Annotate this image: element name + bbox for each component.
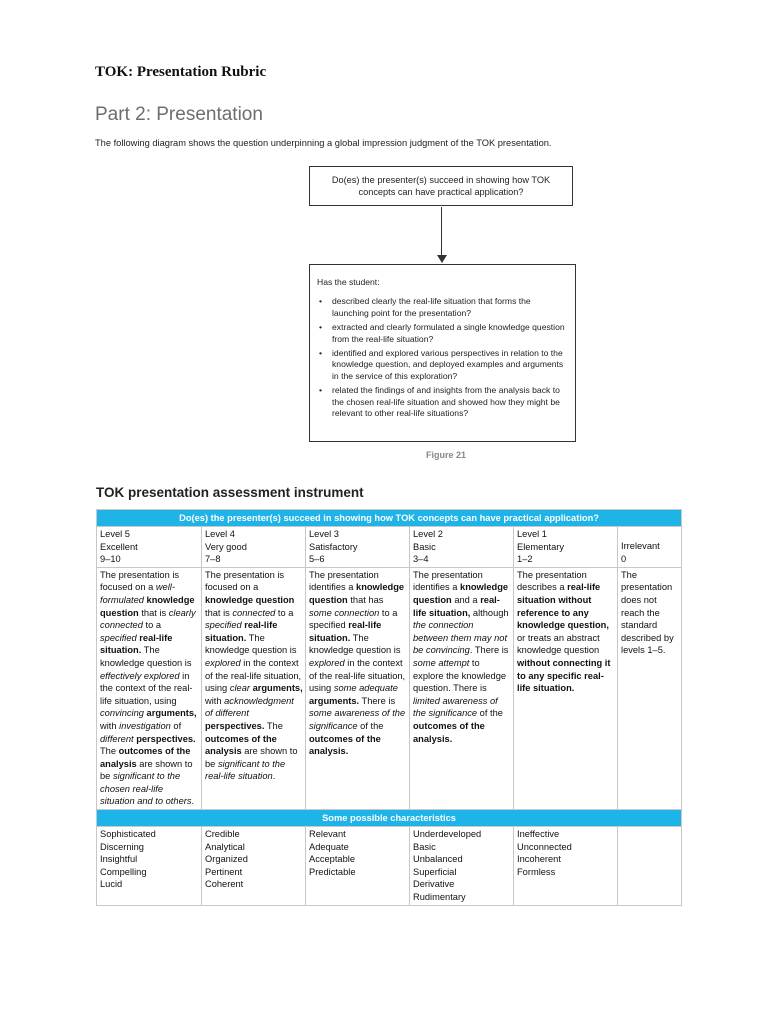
level-4-header: Level 4 Very good 7–8 bbox=[202, 527, 306, 568]
irrelevant-descriptor: The presentation does not reach the standard described by levels 1–5. bbox=[618, 567, 682, 809]
list-item-text: described clearly the real-life situation that forms the launching point for the presentation? bbox=[332, 296, 531, 318]
intro-text: The following diagram shows the question underpinning a global impression judgment of the TOK presentation. bbox=[95, 138, 552, 148]
instrument-title: TOK presentation assessment instrument bbox=[96, 485, 364, 500]
diagram-arrow-line bbox=[441, 207, 442, 257]
level-2-characteristics: Underdeveloped Basic Unbalanced Superficial Derivative Rudimentary bbox=[410, 827, 514, 906]
characteristics-band: Some possible characteristics bbox=[97, 810, 682, 827]
irrelevant-header: Irrelevant 0 bbox=[618, 527, 682, 568]
rubric-table bbox=[96, 509, 682, 906]
table-row bbox=[97, 527, 682, 568]
part-title: Part 2: Presentation bbox=[95, 104, 263, 125]
level-1-descriptor: The presentation describes a real-life situation without reference to any knowledge question, or treats an abstract knowledge question without connecting it to any specific real-life situation. bbox=[514, 567, 618, 809]
list-item bbox=[317, 296, 565, 319]
table-row bbox=[97, 810, 682, 827]
level-2-descriptor: The presentation identifies a knowledge question and a real-life situation, although the connection between them may not be convincing. There is some attempt to explore the knowledge question. There is limited awareness of the significance of the outcomes of the analysis. bbox=[410, 567, 514, 809]
table-row bbox=[97, 567, 682, 809]
diagram-student-box bbox=[309, 264, 576, 442]
list-item-text: identified and explored various perspectives in relation to the knowledge question, and deployed examples and arguments in the service of this exploration? bbox=[332, 348, 564, 381]
diagram-question: Do(es) the presenter(s) succeed in showing how TOK concepts can have practical application? bbox=[331, 175, 551, 197]
bullet-icon: • bbox=[319, 385, 323, 396]
level-5-characteristics: Sophisticated Discerning Insightful Compelling Lucid bbox=[97, 827, 202, 906]
bullet-icon: • bbox=[319, 296, 323, 307]
level-1-characteristics: Ineffective Unconnected Incoherent Formless bbox=[514, 827, 618, 906]
list-item bbox=[317, 322, 565, 345]
level-3-header: Level 3 Satisfactory 5–6 bbox=[306, 527, 410, 568]
level-2-header: Level 2 Basic 3–4 bbox=[410, 527, 514, 568]
list-item-text: extracted and clearly formulated a single knowledge question from the real-life situation? bbox=[332, 322, 565, 344]
level-1-header: Level 1 Elementary 1–2 bbox=[514, 527, 618, 568]
list-item bbox=[317, 385, 565, 419]
bullet-icon: • bbox=[319, 348, 323, 359]
level-5-header: Level 5 Excellent 9–10 bbox=[97, 527, 202, 568]
arrow-down-icon bbox=[437, 255, 447, 263]
student-heading: Has the student: bbox=[317, 277, 380, 287]
level-5-descriptor: The presentation is focused on a well-formulated knowledge question that is clearly connected to a specified real-life situation. The knowledge question is effectively explored in the context of the real-life situation, using convincing arguments, with investigation of different perspectives. The outcomes of the analysis are shown to be significant to the chosen real-life situation and to others. bbox=[97, 567, 202, 809]
table-row bbox=[97, 510, 682, 527]
diagram-question-box bbox=[309, 166, 573, 206]
level-4-characteristics: Credible Analytical Organized Pertinent Coherent bbox=[202, 827, 306, 906]
level-3-characteristics: Relevant Adequate Acceptable Predictable bbox=[306, 827, 410, 906]
level-3-descriptor: The presentation identifies a knowledge question that has some connection to a specified real-life situation. The knowledge question is explored in the context of the real-life situation, using some adequate arguments. There is some awareness of the significance of the outcomes of the analysis. bbox=[306, 567, 410, 809]
list-item bbox=[317, 348, 565, 382]
list-item-text: related the findings of and insights from the analysis back to the chosen real-life situation and showed how they might be relevant to other real-life situations? bbox=[332, 385, 560, 419]
header-question-band: Do(es) the presenter(s) succeed in showing how TOK concepts can have practical application? bbox=[97, 510, 682, 527]
table-row bbox=[97, 827, 682, 906]
level-4-descriptor: The presentation is focused on a knowledge question that is connected to a specified real-life situation. The knowledge question is explored in the context of the real-life situation, using clear arguments, with acknowledgment of different perspectives. The outcomes of the analysis are shown to be significant to the real-life situation. bbox=[202, 567, 306, 809]
figure-caption: Figure 21 bbox=[426, 450, 467, 460]
student-criteria-list bbox=[317, 296, 565, 419]
document-title: TOK: Presentation Rubric bbox=[95, 64, 267, 80]
bullet-icon: • bbox=[319, 322, 323, 333]
irrelevant-characteristics bbox=[618, 827, 682, 906]
